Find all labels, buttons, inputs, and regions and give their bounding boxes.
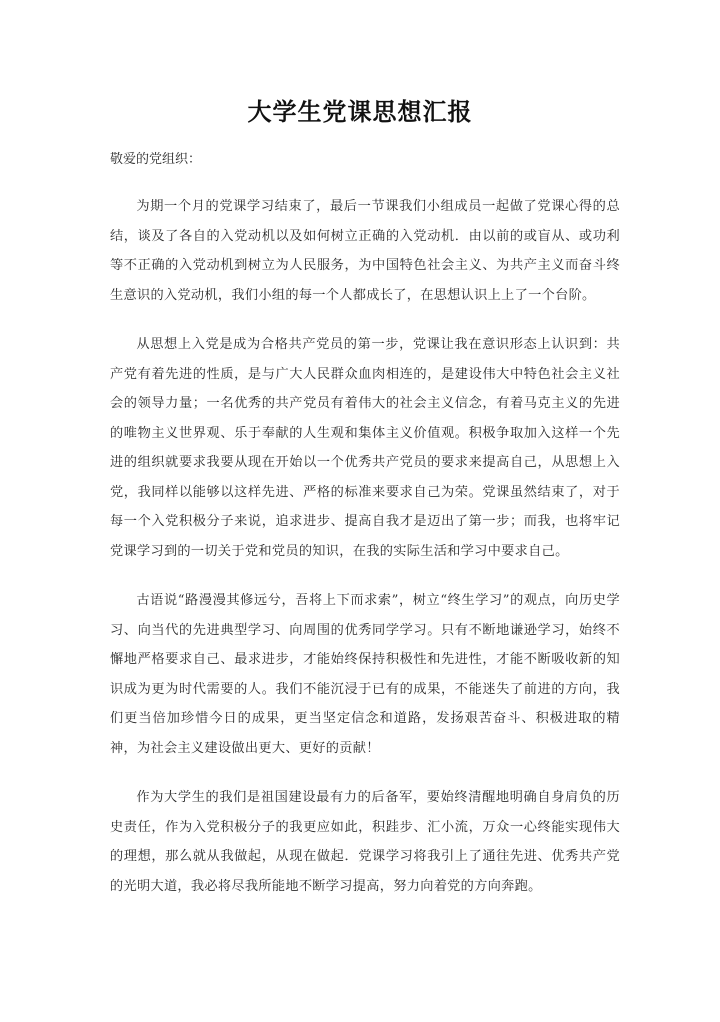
paragraph-4: 作为大学生的我们是祖国建设最有力的后备军，要始终清醒地明确自身肩负的历史责任，作为入党积极分子的我更应如此，积跬步、汇小流，万众一心终能实现伟大的理想，那么就从我做起，从现在做起．党课学习将我引上了通往先进、优秀共产党的光明大道，我必将尽我所能地不断学习提高，努力向着党的方向奔跑。	[110, 790, 620, 894]
paragraph-1: 为期一个月的党课学习结束了，最后一节课我们小组成员一起做了党课心得的总结，谈及了各自的入党动机以及如何树立正确的入党动机．由以前的或盲从、或功利等不正确的入党动机到树立为人民服务，为中国特色社会主义、为共产主义而奋斗终生意识的入党动机，我们小组的每一个人都成长了，在思想认识上上了一个台阶。	[110, 199, 620, 303]
paragraph-2: 从思想上入党是成为合格共产党员的第一步，党课让我在意识形态上认识到：共产党有着先进的性质，是与广大人民群众血肉相连的，是建设伟大中特色社会主义社会的领导力量；一名优秀的共产党员有着伟大的社会主义信念，有着马克主义的先进的唯物主义世界观、乐于奉献的人生观和集体主义价值观。积极争取加入这样一个先进的组织就要求我要从现在开始以一个优秀共产党员的要求来提高自己，从思想上入党，我同样以能够以这样先进、严格的标准来要求自己为荣。党课虽然结束了，对于每一个入党积极分子来说，追求进步、提高自我才是迈出了第一步；而我，也将牢记党课学习到的一切关于党和党员的知识，在我的实际生活和学习中要求自己。	[110, 337, 620, 559]
paragraph-3: 古语说“路漫漫其修远兮，吾将上下而求索”，树立“终生学习”的观点，向历史学习、向当代的先进典型学习、向周围的优秀同学学习。只有不断地谦逊学习，始终不懈地严格要求自己、最求进步，才能始终保持积极性和先进性，才能不断吸收新的知识成为更为时代需要的人。我们不能沉浸于已有的成果，不能迷失了前进的方向，我们更当倍加珍惜今日的成果，更当坚定信念和道路，发扬艰苦奋斗、积极进取的精神，为社会主义建设做出更大、更好的贡献！	[110, 593, 620, 756]
document-body	[110, 192, 620, 901]
salutation: 敬爱的党组织：	[110, 152, 202, 167]
document-title: 大学生党课思想汇报	[247, 98, 473, 126]
